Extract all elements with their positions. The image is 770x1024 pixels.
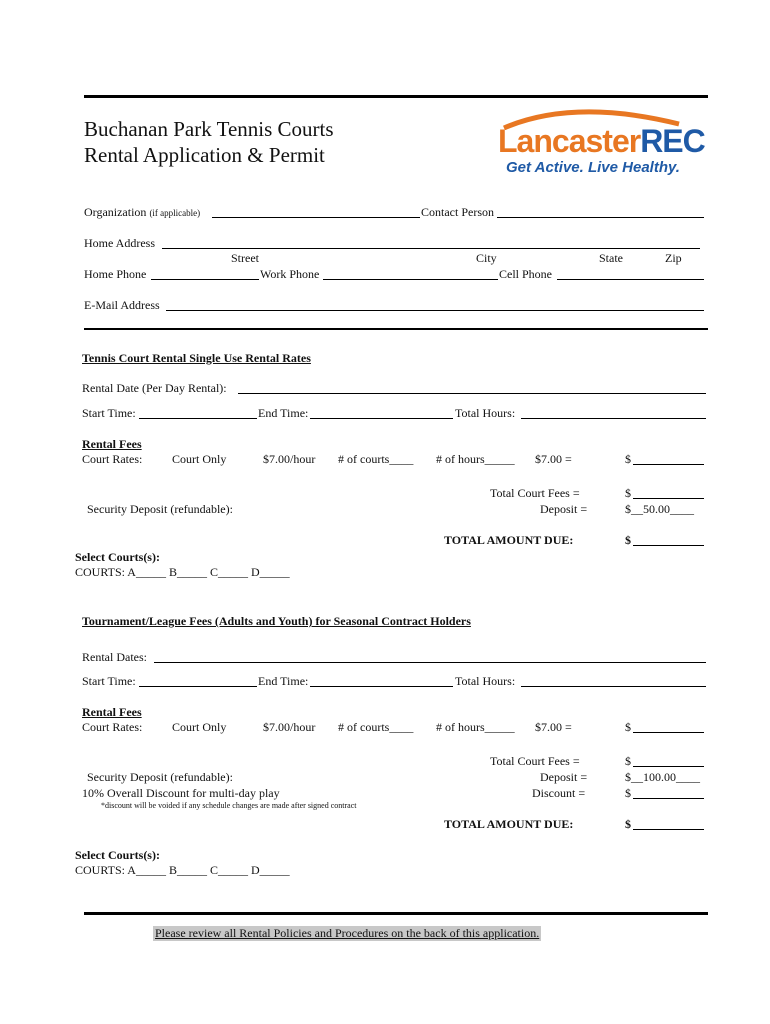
section-rule-1 xyxy=(84,328,708,330)
league-total-amount-due-dollar: $ xyxy=(625,817,631,831)
home-phone-field[interactable] xyxy=(151,279,259,280)
home-address-label: Home Address xyxy=(84,236,155,250)
league-court-rates-label: Court Rates: xyxy=(82,720,143,734)
num-hours-label: # of hours_____ xyxy=(436,452,515,466)
league-total-amount-due-label: TOTAL AMOUNT DUE: xyxy=(444,817,574,831)
num-hours-field[interactable]: _____ xyxy=(484,452,515,466)
league-rate-label: $7.00/hour xyxy=(263,720,316,734)
multiplier-label: $7.00 = xyxy=(535,452,572,466)
league-num-courts-label: # of courts____ xyxy=(338,720,414,734)
league-start-time-label: Start Time: xyxy=(82,674,136,688)
league-multiplier-label: $7.00 = xyxy=(535,720,572,734)
num-courts-field[interactable]: ____ xyxy=(389,452,414,466)
contact-person-label: Contact Person xyxy=(421,205,494,219)
league-total-court-fees-dollar: $ xyxy=(625,754,631,768)
state-sublabel: State xyxy=(599,251,623,265)
logo-rec: REC xyxy=(640,123,705,159)
discount-field[interactable] xyxy=(633,798,704,799)
security-deposit-label: Security Deposit (refundable): xyxy=(87,502,233,516)
league-deposit-label: Deposit = xyxy=(540,770,588,784)
single-use-heading: Tennis Court Rental Single Use Rental Rates xyxy=(82,351,311,365)
total-amount-due-field[interactable] xyxy=(633,545,704,546)
total-court-fees-field[interactable] xyxy=(633,498,704,499)
deposit-value: $__50.00____ xyxy=(625,502,694,516)
select-courts-label: Select Courts(s): xyxy=(75,550,160,564)
cell-phone-field[interactable] xyxy=(557,279,704,280)
start-time-field[interactable] xyxy=(139,418,257,419)
league-num-hours-field[interactable]: _____ xyxy=(484,720,515,734)
page-title xyxy=(84,116,334,168)
league-total-court-fees-field[interactable] xyxy=(633,766,704,767)
total-court-fees-dollar: $ xyxy=(625,486,631,500)
courts-selection[interactable]: COURTS: A_____ B_____ C_____ D_____ xyxy=(75,565,290,579)
home-phone-label: Home Phone xyxy=(84,267,147,281)
league-start-time-field[interactable] xyxy=(139,686,257,687)
total-hours-label: Total Hours: xyxy=(455,406,516,420)
court-fee-dollar: $ xyxy=(625,452,631,466)
footer-note: Please review all Rental Policies and Procedures on the back of this application. xyxy=(155,926,540,940)
league-num-courts-field[interactable]: ____ xyxy=(389,720,414,734)
street-sublabel: Street xyxy=(231,251,259,265)
league-courts-selection[interactable]: COURTS: A_____ B_____ C_____ D_____ xyxy=(75,863,290,877)
bottom-rule xyxy=(84,912,708,915)
top-rule xyxy=(84,95,708,98)
league-court-fee-dollar: $ xyxy=(625,720,631,734)
court-fee-field[interactable] xyxy=(633,464,704,465)
rental-dates-field[interactable] xyxy=(154,662,706,663)
deposit-label: Deposit = xyxy=(540,502,588,516)
rental-date-label: Rental Date (Per Day Rental): xyxy=(82,381,227,395)
num-courts-label: # of courts____ xyxy=(338,452,414,466)
start-time-label: Start Time: xyxy=(82,406,136,420)
discount-label: Discount = xyxy=(532,786,586,800)
league-security-deposit-label: Security Deposit (refundable): xyxy=(87,770,233,784)
organization-label: Organization (if applicable) xyxy=(84,205,201,219)
league-num-hours-label: # of hours_____ xyxy=(436,720,515,734)
home-address-field[interactable] xyxy=(162,248,700,249)
organization-field[interactable] xyxy=(212,217,420,218)
league-court-only-label: Court Only xyxy=(172,720,227,734)
work-phone-label: Work Phone xyxy=(260,267,320,281)
discount-dollar: $ xyxy=(625,786,631,800)
discount-note: *discount will be voided if any schedule changes are made after signed contract xyxy=(101,801,357,810)
zip-sublabel: Zip xyxy=(665,251,682,265)
contact-person-field[interactable] xyxy=(497,217,704,218)
end-time-label: End Time: xyxy=(258,406,309,420)
league-end-time-field[interactable] xyxy=(310,686,453,687)
email-label: E-Mail Address xyxy=(84,298,160,312)
logo-lancaster: Lancaster xyxy=(498,123,641,159)
total-court-fees-label: Total Court Fees = xyxy=(490,486,580,500)
cell-phone-label: Cell Phone xyxy=(499,267,552,281)
rental-date-field[interactable] xyxy=(238,393,706,394)
league-total-hours-label: Total Hours: xyxy=(455,674,516,688)
total-amount-due-label: TOTAL AMOUNT DUE: xyxy=(444,533,574,547)
discount-description: 10% Overall Discount for multi-day play xyxy=(82,786,280,800)
title-line-1: Buchanan Park Tennis Courts xyxy=(84,117,334,141)
league-heading: Tournament/League Fees (Adults and Youth) for Seasonal Contract Holders xyxy=(82,614,471,628)
league-total-amount-due-field[interactable] xyxy=(633,829,704,830)
total-amount-due-dollar: $ xyxy=(625,533,631,547)
logo-tagline: Get Active. Live Healthy. xyxy=(506,159,680,176)
total-hours-field[interactable] xyxy=(521,418,706,419)
rental-dates-label: Rental Dates: xyxy=(82,650,147,664)
rate-label: $7.00/hour xyxy=(263,452,316,466)
league-deposit-value: $__100.00____ xyxy=(625,770,700,784)
league-rental-fees-heading: Rental Fees xyxy=(82,705,142,719)
work-phone-field[interactable] xyxy=(323,279,498,280)
lancaster-rec-logo xyxy=(494,100,705,180)
league-court-fee-field[interactable] xyxy=(633,732,704,733)
title-line-2: Rental Application & Permit xyxy=(84,143,325,167)
court-only-label: Court Only xyxy=(172,452,227,466)
court-rates-label: Court Rates: xyxy=(82,452,143,466)
end-time-field[interactable] xyxy=(310,418,453,419)
league-total-hours-field[interactable] xyxy=(521,686,706,687)
league-select-courts-label: Select Courts(s): xyxy=(75,848,160,862)
league-total-court-fees-label: Total Court Fees = xyxy=(490,754,580,768)
league-end-time-label: End Time: xyxy=(258,674,309,688)
city-sublabel: City xyxy=(476,251,497,265)
email-field[interactable] xyxy=(166,310,704,311)
rental-fees-heading: Rental Fees xyxy=(82,437,142,451)
